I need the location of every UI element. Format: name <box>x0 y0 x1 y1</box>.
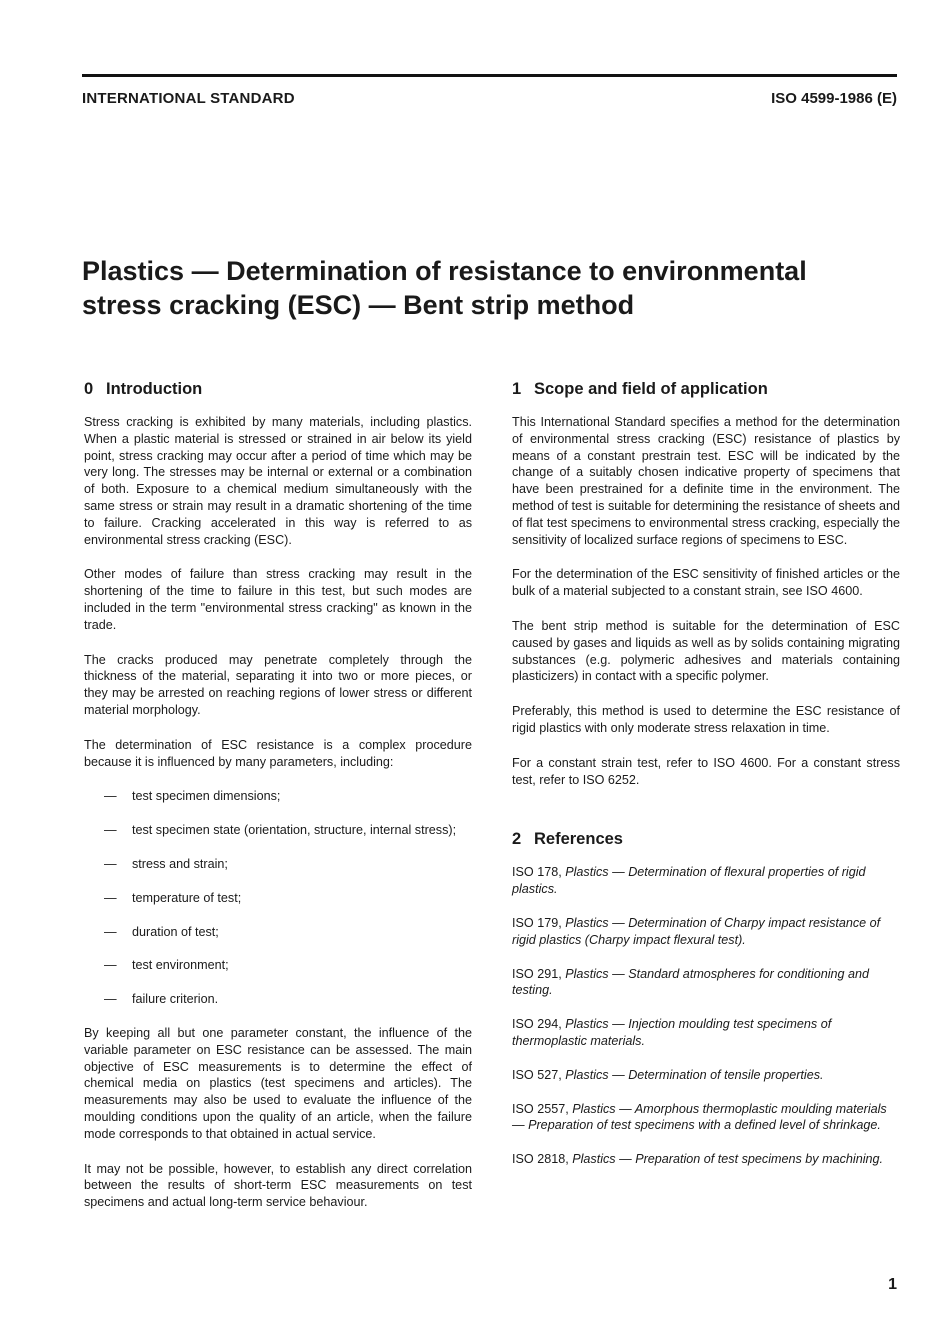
section-title: Introduction <box>106 380 203 398</box>
reference-item: ISO 294, Plastics — Injection moulding test specimens of thermoplastic materials. <box>512 1017 832 1048</box>
intro-paragraph-4: The determination of ESC resistance is a complex procedure because it is influenced by many parameters, including: <box>84 737 472 769</box>
header-rule <box>82 74 897 77</box>
dash-bullet: — <box>104 958 117 973</box>
dash-bullet: — <box>104 992 117 1007</box>
list-item: — test environment; <box>104 958 229 973</box>
introduction-heading <box>84 380 472 399</box>
document-title <box>82 254 902 322</box>
dash-bullet: — <box>104 856 117 871</box>
reference-item: ISO 527, Plastics — Determination of tensile properties. <box>512 1067 824 1082</box>
section-title: References <box>534 830 623 849</box>
reference-item: ISO 291, Plastics — Standard atmospheres for conditioning and testing. <box>512 966 870 998</box>
list-item: — stress and strain; <box>104 856 228 871</box>
list-item: — failure criterion. <box>104 992 219 1007</box>
scope-heading <box>512 380 900 399</box>
intro-paragraph-3: The cracks produced may penetrate completely through the thickness of the material, separating it into two or more pieces, or they may be arrested on reaching regions of lower stress or different material morphology. <box>84 652 472 717</box>
right-column <box>512 380 900 1185</box>
dash-bullet: — <box>104 789 117 804</box>
intro-paragraph-1: Stress cracking is exhibited by many materials, including plastics. When a plastic material is stressed or strained in air below its yield point, stress cracking may occur after a period of time which may be very long. The stresses may be internal or external or a combination of both. Exposure to a chemical medium simultaneously with the same stress or strain may result in a dramatic shortening of the time to failure. Cracking accelerated in this way is referred to as environmental stress cracking (ESC). <box>84 415 472 547</box>
document-type: INTERNATIONAL STANDARD <box>82 90 295 107</box>
page-number: 1 <box>888 1276 897 1293</box>
references-heading <box>512 830 900 849</box>
left-column <box>84 380 472 1229</box>
dash-bullet: — <box>104 924 117 939</box>
section-number: 0 <box>84 380 94 398</box>
dash-bullet: — <box>104 823 117 838</box>
scope-paragraph-2: For the determination of the ESC sensitivity of finished articles or the bulk of a material subjected to a constant strain, see ISO 4600. <box>512 567 900 599</box>
dash-bullet: — <box>104 890 117 905</box>
section-number: 2 <box>512 830 522 849</box>
reference-item: ISO 179, Plastics — Determination of Charpy impact resistance of rigid plastics (Charpy impact flexural test). <box>512 915 881 947</box>
scope-paragraph-1: This International Standard specifies a method for the determination of environmental stress cracking (ESC) resistance of plastics by means of a constant prestrain test. ESC will be indicated by the change of a suitably chosen indicative property of specimens that have been prestrained for a definite time in the environment. The method of test is suitable for determining the resistance of sheets and of flat test specimens to environmental stress cracking, especially the sensitivity of localized surface regions of specimens to ESC. <box>512 415 900 547</box>
section-number: 1 <box>512 380 522 398</box>
parameter-list <box>84 788 472 1008</box>
scope-paragraph-3: The bent strip method is suitable for the determination of ESC caused by gases and liquids as well as by solids containing migrating substances (e.g. polymeric adhesives and materials containing plasticizers) in contact with a specific polymer. <box>512 618 900 684</box>
intro-paragraph-6: It may not be possible, however, to establish any direct correlation between the results of short-term ESC measurements on test specimens and actual long-term service behaviour. <box>84 1161 472 1210</box>
title-line-1: Plastics — Determination of resistance to environmental <box>82 256 807 286</box>
reference-item: ISO 2557, Plastics — Amorphous thermoplastic moulding materials — Preparation of test specimens with a defined level of shrinkage. <box>512 1101 887 1133</box>
standard-number: ISO 4599-1986 (E) <box>771 90 897 107</box>
list-item: — temperature of test; <box>104 890 242 905</box>
intro-paragraph-2: Other modes of failure than stress cracking may result in the shortening of the time to failure in this test, but such modes are included in the term "environmental stress cracking" as known in the trade. <box>84 567 472 632</box>
list-item: — duration of test; <box>104 924 219 939</box>
reference-item: ISO 2818, Plastics — Preparation of test specimens by machining. <box>512 1152 884 1167</box>
scope-paragraph-5: For a constant strain test, refer to ISO 4600. For a constant stress test, refer to ISO 6252. <box>512 755 900 787</box>
intro-paragraph-5: By keeping all but one parameter constant, the influence of the variable parameter on ESC resistance can be assessed. The main objective of ESC measurements is to determine the effect of chemical media on plastics (test specimens and articles). The measurements may also be used to evaluate the influence of the moulding conditions upon the quality of an article, when the failure mode corresponds to that obtained in actual service. <box>84 1025 472 1141</box>
scope-paragraph-4: Preferably, this method is used to determine the ESC resistance of rigid plastics with only moderate stress relaxation in time. <box>512 704 900 735</box>
list-item: — test specimen state (orientation, structure, internal stress); <box>104 823 457 838</box>
section-title: Scope and field of application <box>534 380 768 398</box>
list-item: — test specimen dimensions; <box>104 789 281 804</box>
reference-item: ISO 178, Plastics — Determination of flexural properties of rigid plastics. <box>512 865 866 897</box>
title-line-2: stress cracking (ESC) — Bent strip method <box>82 290 635 320</box>
